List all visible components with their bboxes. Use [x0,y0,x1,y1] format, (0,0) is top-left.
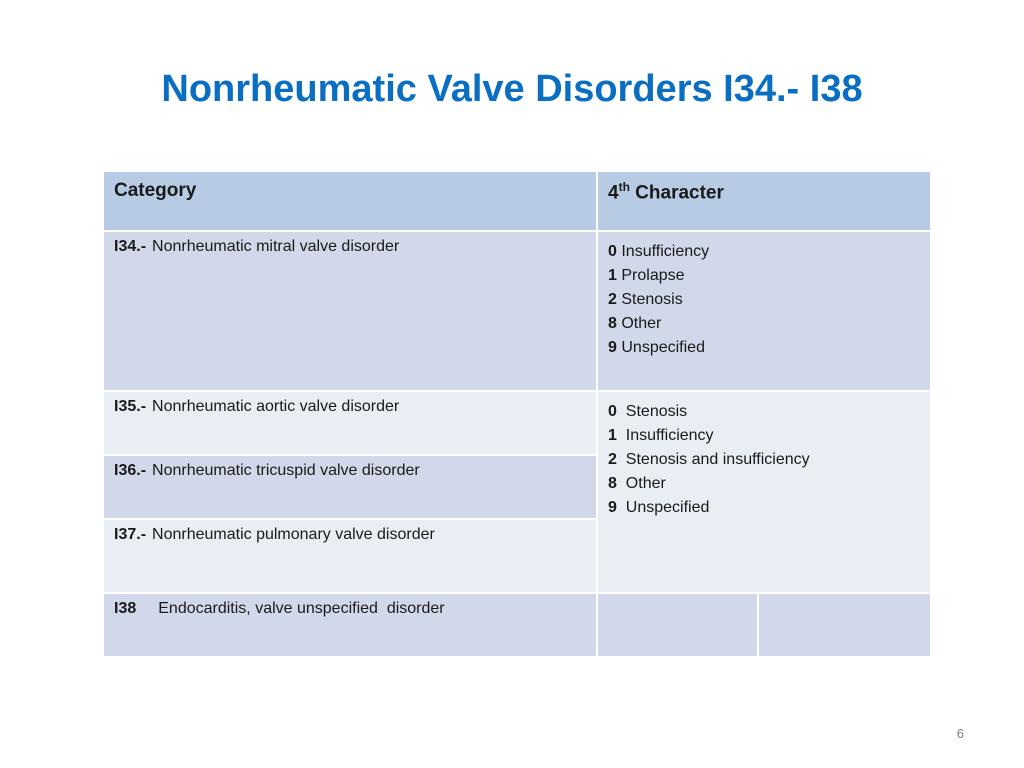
char-label: Stenosis [621,291,683,308]
table-row-i35 [103,391,931,455]
desc-i35: Nonrheumatic aortic valve disorder [152,398,400,415]
char-num: 9 [608,339,617,356]
char-label: Stenosis and insufficiency [625,451,810,468]
char-label: Other [625,475,666,492]
code-i38: I38 [114,600,137,617]
category-cell-i35 [103,391,597,455]
char-label: Insufficiency [621,243,710,260]
desc-i36: Nonrheumatic tricuspid valve disorder [152,462,420,479]
char-num: 2 [608,291,617,308]
category-cell-i36 [103,455,597,519]
category-cell-i34 [103,231,597,391]
header-character-prefix: 4 [608,182,619,204]
char-num: 9 [608,499,617,516]
list-item [608,400,920,424]
list-item [608,472,920,496]
desc-i37: Nonrheumatic pulmonary valve disorder [152,526,435,543]
char-num: 0 [608,403,617,420]
code-i36: I36.- [114,462,147,479]
code-i35: I35.- [114,398,147,415]
desc-i38: Endocarditis, valve unspecified disorder [158,600,445,617]
char-num: 0 [608,243,617,260]
valve-disorder-table [102,170,932,658]
header-character-sup: th [618,180,630,194]
code-i34: I34.- [114,238,147,255]
list-item [608,288,920,312]
char-label: Stenosis [625,403,688,420]
slide-title: Nonrheumatic Valve Disorders I34.- I38 [161,68,863,110]
header-category: Category [103,171,597,231]
char-num: 1 [608,267,617,284]
category-cell-i37 [103,519,597,593]
table-row-i34 [103,231,931,391]
table-row-i38 [103,593,931,657]
char-num: 1 [608,427,617,444]
char-label: Unspecified [625,499,710,516]
char-label: Prolapse [621,267,685,284]
list-item [608,496,920,520]
table-header-row [103,171,931,231]
header-4th-character [597,171,931,231]
list-item [608,264,920,288]
chars-cell-i34 [597,231,931,391]
chars-cell-shared [597,391,931,593]
char-num: 2 [608,451,617,468]
char-num: 8 [608,475,617,492]
list-item [608,336,920,360]
char-label: Other [621,315,662,332]
char-label: Unspecified [621,339,705,356]
list-item [608,312,920,336]
code-i37: I37.- [114,526,147,543]
list-item [608,424,920,448]
page-number: 6 [956,726,964,741]
category-cell-i38 [103,593,597,657]
char-num: 8 [608,315,617,332]
desc-i34: Nonrheumatic mitral valve disorder [152,238,400,255]
empty-cell-i38-a [597,593,758,657]
empty-cell-i38-b [758,593,931,657]
list-item [608,448,920,472]
list-item [608,240,920,264]
char-label: Insufficiency [625,427,714,444]
header-character-suffix: Character [629,182,724,204]
